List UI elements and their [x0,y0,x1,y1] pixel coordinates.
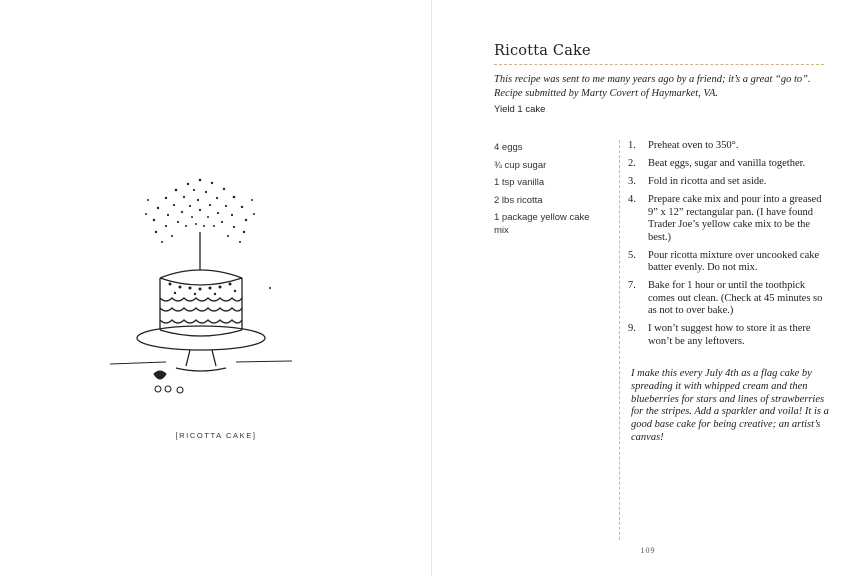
step-text: Fold in ricotta and set aside. [648,176,767,187]
step-text: Prepare cake mix and pour into a greased 9” x 12” rectangular pan. (I have found Trader Joe’s yellow cake mix to be the best.) [648,194,822,243]
page-number: 109 [640,546,656,555]
step-item [628,323,828,348]
ingredient-item: 2 lbs ricotta [494,194,543,206]
ingredient-item: ¾ cup sugar [494,159,547,171]
step-number: 2. [628,158,636,169]
ingredient-list [494,141,604,242]
recipe-yield: Yield 1 cake [494,104,546,115]
column-divider [619,140,620,540]
step-number: 3. [628,176,636,187]
recipe-title: Ricotta Cake [494,43,591,59]
step-text: Beat eggs, sugar and vanilla together. [648,158,806,169]
step-item [628,158,828,171]
step-number: 4. [628,194,636,205]
step-item [628,194,828,244]
title-rule [494,64,824,65]
recipe-intro: This recipe was sent to me many years ago by a friend; it’s a great “go to”. Recipe submitted by Marty Covert of Haymarket, VA. [494,74,811,99]
ingredient-item: 4 eggs [494,142,523,153]
step-number: 9. [628,323,636,334]
step-number: 5. [628,249,636,261]
recipe-note: I make this every July 4th as a flag cake by spreading it with whipped cream and then blueberries for stars and lines of strawberries for the stripes. Add a sparkler and voila! It is a good base cake for being creative; an artist’s canvas! [631,368,829,443]
fruit-garnish [154,371,183,393]
cake-body [110,270,292,371]
cake-illustration [100,170,300,400]
step-item [628,140,828,153]
page-spine [431,0,432,576]
step-number: 7. [628,280,636,291]
step-item [628,280,828,318]
ingredient-item: 1 tsp vanilla [494,177,545,188]
step-number: 1. [628,140,636,151]
step-item [628,176,828,189]
step-text: Pour ricotta mixture over uncooked cake batter evenly. Do not mix. [648,249,820,273]
step-text: Preheat oven to 350°. [648,140,739,151]
step-item [628,250,828,275]
sparkler-burst [145,179,271,289]
step-text: Bake for 1 hour or until the toothpick comes out clean. (Check at 45 minutes so as not to over bake.) [648,280,823,316]
illustration-caption: [RICOTTA CAKE] [175,431,257,440]
ingredient-item: 1 package yellow cake mix [494,212,590,236]
step-list [628,140,828,354]
step-text: I won’t suggest how to store it as there won’t be any leftovers. [648,323,811,347]
